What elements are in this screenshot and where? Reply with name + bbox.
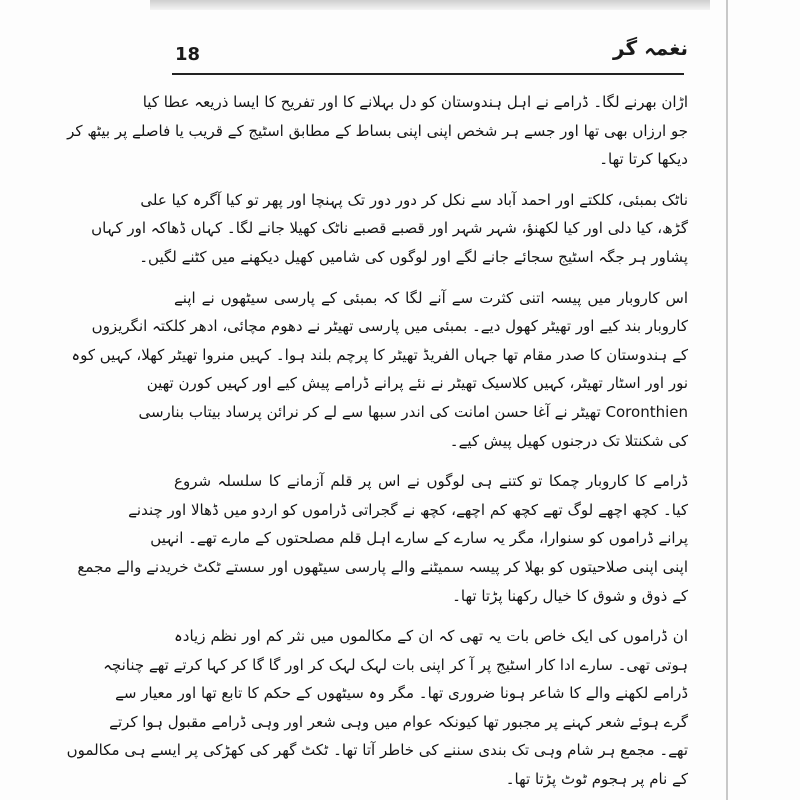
text-line: ہوتی تھی۔ سارے ادا کار اسٹیج پر آ کر اپنی بات لہک لہک کر اور گا گا کر کہا کرتے تھے چنانچہ (103, 655, 688, 674)
text-line: اڑان بھرنے لگا۔ ڈرامے نے اہل ہندوستان کو دل بہلانے کا اور تفریح کا ایسا ذریعہ عطا کیا (142, 93, 688, 111)
text-line: ڈرامے لکھنے والے کا شاعر ہونا ضروری تھا۔ مگر وہ سیٹھوں کے حکم کا تابع تھا اور معیار سے (115, 684, 688, 703)
paragraph-gap (174, 610, 688, 622)
text-line: Coronthien تھیٹر نے آغا حسن امانت کی اندر سبھا سے لے کر نرائن پرساد بیتاب بنارسی (138, 402, 688, 421)
running-title: نغمہ گر (613, 36, 688, 60)
text-line: ڈرامے کا کاروبار چمکا تو کتنے ہی لوگوں نے اس پر قلم آزمانے کا سلسلہ شروع (174, 472, 688, 491)
text-line: پرانے ڈراموں کو سنوارا، مگر یہ سارے کے سارے اہل قلم مصلحتوں کے مارے تھے۔ انہیں (150, 529, 688, 548)
text-line: اس کاروبار میں پیسہ اتنی کثرت سے آنے لگا کہ بمبئی کے پارسی سیٹھوں نے اپنے (174, 288, 688, 307)
text-line: نور اور اسٹار تھیٹر، کہیں کلاسیک تھیٹر نے نئے پرانے ڈرامے پیش کیے اور کہیں کورن تھین (146, 374, 688, 393)
text-line: اپنی اپنی صلاحیتوں کو بھلا کر پیسہ سمیٹنے والے پارسی سیٹھوں اور سستے ٹکٹ خریدنے والے مجمع (77, 557, 688, 576)
text-line: گرے ہوئے شعر کہنے پر مجبور تھا کیونکہ عوام میں وہی شعر اور وہی ڈرامے مقبول ہوا کرتے (109, 712, 688, 731)
text-line: تھے۔ مجمع ہر شام وہی تک بندی سننے کی خاطر آتا تھا۔ ٹکٹ گھر کی کھڑکی پر ایسے ہی مکالموں (66, 741, 688, 760)
header-rule (172, 73, 684, 75)
text-line: کیا۔ کچھ اچھے لوگ تھے کچھ کم اچھے، کچھ نے گجراتی ڈراموں کو اردو میں ڈھالا اور چندنے (128, 500, 688, 519)
page-edge-right (726, 0, 728, 800)
text-line: کاروبار بند کیے اور تھیٹر کھول دیے۔ بمبئی میں پارسی تھیٹر نے دھوم مچائی، ادھر کلکتہ انگریزوں (91, 317, 688, 336)
text-line: گڑھ، کیا دلی اور کیا لکھنؤ، شہر شہر اور قصبے قصبے ناٹک کھیلا جانے لگا۔ کہاں ڈھاکہ اور کہاں (91, 219, 688, 238)
page-number: 18 (175, 44, 201, 65)
text-line: ان ڈراموں کی ایک خاص بات یہ تھی کہ ان کے مکالموں میں نثر کم اور نظم زیادہ (174, 627, 688, 646)
text-line: جو ارزاں بھی تھا اور جسے ہر شخص اپنی اپنی بساط کے مطابق اسٹیج کے قریب یا فاصلے پر بیٹھ کر (67, 121, 688, 140)
paragraph-gap (174, 455, 688, 467)
text-line: پشاور ہر جگہ اسٹیج سجائے جانے لگے اور لوگوں کی شامیں کھیل دیکھنے میں کٹنے لگیں۔ (139, 247, 688, 266)
text-line: کی شکنتلا تک درجنوں کھیل پیش کیے۔ (449, 431, 688, 450)
body-text (66, 88, 688, 794)
text-line: دیکھا کرتا تھا۔ (599, 150, 688, 169)
text-line: کے ہندوستان کا صدر مقام تھا جہاں الفریڈ تھیٹر کا پرچم بلند ہوا۔ کہیں منروا تھیٹر کھلا، کہیں کوہ (71, 345, 688, 364)
paragraph-gap (174, 272, 688, 284)
scan-shadow-top (150, 0, 710, 10)
text-line: ناٹک بمبئی، کلکتے اور احمد آباد سے نکل کر دور دور تک پہنچا اور پھر تو کیا آگرہ کیا علی (140, 190, 688, 209)
paragraph-gap (174, 174, 688, 186)
text-line: کے نام پر ہجوم ٹوٹ پڑتا تھا۔ (505, 770, 688, 789)
text-line: کے ذوق و شوق کا خیال رکھنا پڑتا تھا۔ (452, 586, 688, 605)
